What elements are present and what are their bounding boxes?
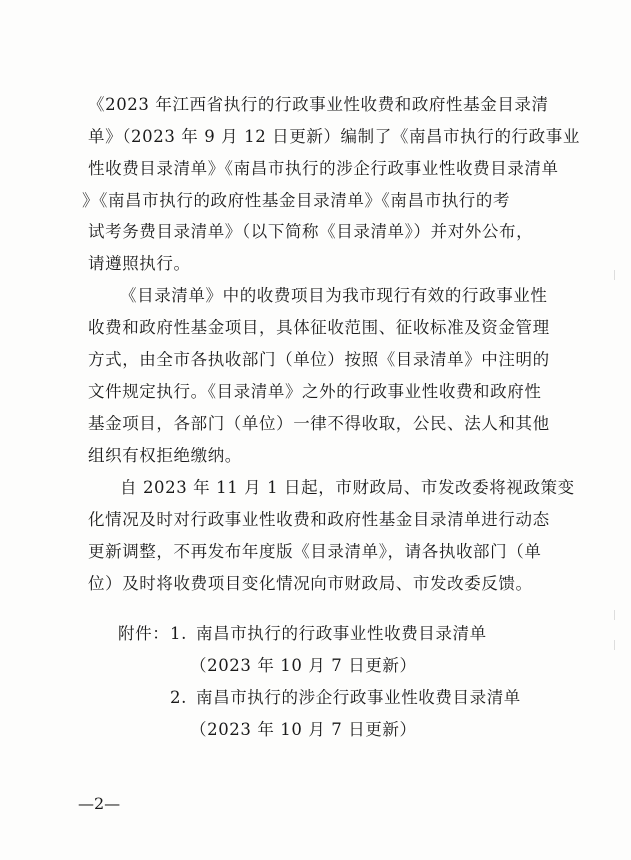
attachment-2-note: （2023 年 10 月 7 日更新） <box>190 720 417 739</box>
paragraph-1-line-5: 试考务费目录清单》（以下简称《目录清单》）并对外公布， <box>88 222 534 241</box>
scan-artifact <box>614 270 623 280</box>
paragraph-2-line-5: 基金项目，各部门（单位）一律不得收取，公民、法人和其他 <box>88 414 550 433</box>
scan-artifact <box>614 610 623 620</box>
scan-artifact <box>614 640 623 650</box>
paragraph-1-line-4: 》《南昌市执行的政府性基金目录清单》《南昌市执行的考 <box>82 191 511 210</box>
paragraph-2-line-6: 组织有权拒绝缴纳。 <box>88 446 242 465</box>
attachment-2-number: 2. <box>170 688 187 707</box>
attachment-1-note: （2023 年 10 月 7 日更新） <box>190 656 417 675</box>
paragraph-3-line-1: 自 2023 年 11 月 1 日起，市财政局、市发改委将视政策变 <box>120 478 575 497</box>
attachment-1-number: 1. <box>170 624 187 643</box>
paragraph-2-line-3: 方式，由全市各执收部门（单位）按照《目录清单》中注明的 <box>88 350 550 369</box>
paragraph-2-line-1: 《目录清单》中的收费项目为我市现行有效的行政事业性 <box>120 286 548 305</box>
paragraph-1-line-1: 《2023 年江西省执行的行政事业性收费和政府性基金目录清 <box>88 95 549 114</box>
page-number: —2— <box>78 794 121 813</box>
attachment-2-title: 南昌市执行的涉企行政事业性收费目录清单 <box>196 688 521 707</box>
attachment-1-title: 南昌市执行的行政事业性收费目录清单 <box>196 624 487 643</box>
paragraph-2-line-4: 文件规定执行。《目录清单》之外的行政事业性收费和政府性 <box>88 382 542 401</box>
attachments-label: 附件： <box>118 624 170 643</box>
paragraph-1-line-6: 请遵照执行。 <box>88 254 191 273</box>
paragraph-3-line-4: 位）及时将收费项目变化情况向市财政局、市发改委反馈。 <box>88 574 533 593</box>
paragraph-3-line-3: 更新调整，不再发布年度版《目录清单》，请各执收部门（单 <box>88 542 542 561</box>
paragraph-3-line-2: 化情况及时对行政事业性收费和政府性基金目录清单进行动态 <box>88 510 550 529</box>
paragraph-1-line-2: 单》（2023 年 9 月 12 日更新）编制了《南昌市执行的行政事业 <box>88 127 580 146</box>
paragraph-1-line-3: 性收费目录清单》《南昌市执行的涉企行政事业性收费目录清单 <box>88 159 559 178</box>
paragraph-2-line-2: 收费和政府性基金项目，具体征收范围、征收标准及资金管理 <box>88 318 550 337</box>
